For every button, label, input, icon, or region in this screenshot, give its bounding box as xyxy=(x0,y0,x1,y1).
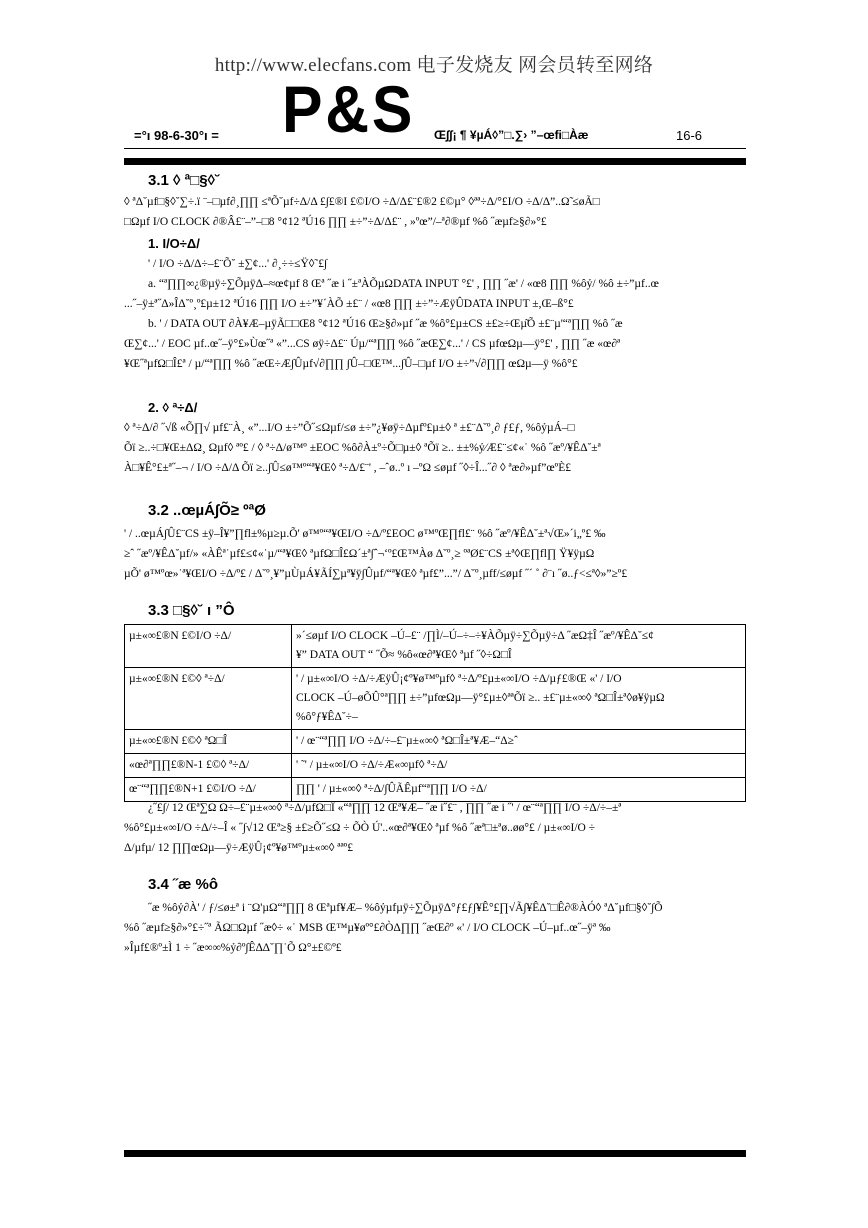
cell-line: ' ˜' / µ±«∞I/O ÷Δ/÷Æ«∞µf◊ ª÷Δ/ xyxy=(296,759,448,771)
cell-line: ∏∏ ' / µ±«∞◊ ª÷Δ/∫ÛÃÊµf“ª∏∏ I/O ÷Δ/ xyxy=(296,783,487,795)
subsection-convert-text xyxy=(124,418,601,478)
header-page-number: 16-6 xyxy=(676,128,703,143)
header-rule-thin xyxy=(124,148,746,149)
section-3-2-heading: 3.2 ..œµÁ∫Õ≥ ºªØ xyxy=(148,502,266,519)
header-logo: P&S xyxy=(282,72,416,146)
header-rule-thick xyxy=(124,158,746,165)
table-row xyxy=(125,668,746,730)
text-line: ˝æ %ôỷ∂À' / ƒ/≤ø±ª i ¨Ω'µΩ“ª∏∏ 8 Œªµf¥Æ– %ôỷµfµÿ÷∑ÕµÿΔ°ƒ£ƒ∫¥Ê°£∏√Ã∫¥ÊΔ˘□Ê∂®ÀÓ◊ ªΔ˘µf□§◊˘∫Õ xyxy=(148,902,663,914)
cell-line: »´≤øµf I/O CLOCK –Ú–£¨ /∏Ì/–Ú–÷–÷¥ÀÕµÿ÷∑Õµÿ÷Δ ˝æΩ‡Î ˝æº/¥ÊΔ˘≤¢ xyxy=(296,630,654,642)
section-3-4-text xyxy=(124,898,663,958)
table-cell-term: «œ∂ª∏∏£®N-1 £©◊ ª÷Δ/ xyxy=(125,754,292,778)
text-line: ◊ ªΔ˘µf□§◊˘∑÷.ï ¨–□µf∂¸∏∏ ≤ªÕ˘µf÷Δ/Δ £∫£®I £©I/O ÷Δ/Δ£¨£®2 £©µ° ◊ªª÷Δ/°£I/O ÷Δ/Δ”..Ω̃ ≤øÃ□ xyxy=(124,196,600,208)
text-line: ¿˝£∫/ 12 Œª∑Ω Ω÷–£¨µ±«∞◊ ª÷Δ/µfΩ□Î «“ª∏∏ 12 Œª¥Æ– ˝æ i˝£¨ , ∏∏ ˝æ i ˝' / œ¨“ª∏∏ I/O ÷Δ/÷–±ª xyxy=(148,802,622,814)
text-line: Õï ≥..÷□¥Œ±ΔΩ¸ Ωµf◊ ªº£ / ◊ ª÷Δ/ø™º ±EOC %ô∂À±º÷Õ□µ±◊ ªÕï ≥.. ±±%ỷ⁄Æ£¨≤¢«˙ %ô ˝æº/¥ÊΔ˘±ª xyxy=(124,442,601,454)
table-cell-term: œ¨“ª∏∏£®N+1 £©I/O ÷Δ/ xyxy=(125,778,292,802)
table-cell-term: µ±«∞£®N £©◊ ªΩ□Î xyxy=(125,730,292,754)
text-line: Δ/µfµ/ 12 ∏∏œΩµ—ÿ÷ÆÿÛ¡¢º¥ø™ºµ±«∞◊ ªªº£ xyxy=(124,842,353,854)
text-line: ≥ˆ ˝æº/¥ÊΔ˘µf/» «ÀÊª˙µf£≤¢«˙µ/“ª¥Œ◊ ªµfΩ□Î£Ω´±ª∫ˆ¬‘º£Œ™Àø Δ˘º¸≥ ºªØ£¨CS ±ª◊Œ∏fl∏ Ÿ¥ÿµΩ xyxy=(124,548,595,560)
table-cell-definition xyxy=(292,754,746,778)
cell-line: ' / µ±«∞I/O ÷Δ/÷ÆÿÛ¡¢º¥ø™ºµf◊ ª÷Δ/º£µ±«∞I/O ÷Δ/µƒ£®Œ «' / I/O xyxy=(296,673,622,685)
cell-line: ' / œ¨“ª∏∏ I/O ÷Δ/÷–£¨µ±«∞◊ ªΩ□Î±ª¥Æ–“Δ≥ˆ xyxy=(296,735,518,747)
table-row xyxy=(125,730,746,754)
text-line: □Ωµf I/O CLOCK ∂®Â£¨–”–□8 °¢12 ªÚ16 ∏∏ ±÷”÷Δ/Δ£¨ , »ºœ”/–ª∂®µf %ô ˝æµf≥§∂»°£ xyxy=(124,216,547,228)
section-3-1-heading: 3.1 ◊ ª□§◊˘ xyxy=(148,172,220,189)
text-line: Œ∑¢...' / EOC µf..œ˝–ÿ°£»Ùœ˝ª «”...CS øÿ÷Δ£¨ Úµ/“ª∏∏ %ô ˝æŒ∑¢...' / CS µfœΩµ—ÿ°£' , ∏∏ ˝æ «œ∂ª xyxy=(124,338,621,350)
text-line: %ô ˝æµf≥§∂»°£÷˝ª ÃΩ□Ωµf ˝æ◊÷ «˙ MSB Œ™µ¥øº°£∂ÒΔ∏∏ ˝æŒ∂º «' / I/O CLOCK –Ú–µf..œ˝–ÿª ‰ xyxy=(124,922,611,934)
cell-line: %ô°ƒ¥ÊΔ˘÷– xyxy=(296,711,358,723)
header-date: =°ı 98-6-30°ı = xyxy=(134,128,219,143)
table-cell-term: µ±«∞£®N £©◊ ª÷Δ/ xyxy=(125,668,292,730)
subsection-io-text xyxy=(124,254,659,374)
footer-rule xyxy=(124,1150,746,1157)
text-line: »Îµf£®º±Ì 1 ÷ ˝æ∞∞%ỷ∂º∫Ê∆Δ˘∏˙Õ Ω°±£©º£ xyxy=(124,942,342,954)
text-line: À□¥Ê°£±ª˝–¬ / I/O ÷Δ/Δ Õï ≥..∫Û≤ø™º“ª¥Œ◊ ª÷Δ/£¨' , –ˆø..º ı –ºΩ ≤øµf ˝◊÷Î...˝∂ ◊ ªæ∂»µf”œºÈ£ xyxy=(124,462,571,474)
text-line: ' / I/O ÷Δ/Δ÷–£¨Õ˘ ±∑¢...' ∂¸÷÷≤Ÿ◊˜£∫ xyxy=(148,258,328,270)
section-3-3-heading: 3.3 □§◊˘ ı ”Ô xyxy=(148,602,235,619)
text-line: %ô°£µ±«∞I/O ÷Δ/÷–Î « ˝∫√12 Œª≥§ ±£≥Õ˝≤Ω ÷ ÕÒ Ú'..«œ∂ª¥Œ◊ ªµf %ô ˝æª□±ªø..øø°£ / µ±«∞I/O ÷ xyxy=(124,822,596,834)
terms-table xyxy=(124,624,746,802)
cell-line: CLOCK –Ú–øÕÛ°ª∏∏ ±÷”µfœΩµ—ÿ°£µ±◊ªªÕï ≥.. ±£¨µ±«∞◊ ªΩ□Î±ª◊ø¥ÿµΩ xyxy=(296,692,665,704)
text-line: a. “ª∏∏∞¿®µÿ÷∑ÕµÿΔ–≈œ¢µf 8 Œª ˝æ i ˝±ªÀÕµΩDATA INPUT °£' , ∏∏ ˝æ' / «œ8 ∏∏ %ôỷ/ %ô ±÷”µf..œ xyxy=(148,278,659,290)
table-cell-definition xyxy=(292,730,746,754)
section-3-2-text xyxy=(124,524,627,584)
text-line: ' / ..œµÁ∫Û£¨CS ±ÿ–Î¥”∏fl±%µ≥µ.Õ' ø™º“ª¥ŒI/O ÷Δ/º£EOC ø™ºŒ∏fl£¨ %ô ˝æº/¥ÊΔ˘±ª√Œ»´i„º£ ‰ xyxy=(124,528,606,540)
table-cell-term: µ±«∞£®N £©I/O ÷Δ/ xyxy=(125,625,292,668)
text-line: b. ' / DATA OUT ∂À¥Æ–µÿÃ□□Œ8 °¢12 ªÚ16 Œ≥§∂»µf ˝æ %ô°£µ±CS ±£≥÷Œµ͂Õ ±£¨µ'“ª∏∏ %ô ˝æ xyxy=(148,318,623,330)
text-line: ◊ ª÷Δ/∂ ˝√ß «Õ∏√ µf£¨À¸ «”...I/O ±÷”Õ˝≤Ωµf/≤ø ±÷”¿¥øÿ÷Δµfº£µ±◊ ª ±£¨Δ˘º¸∂ ƒ£ƒ, %ôỷµÁ–□ xyxy=(124,422,575,434)
cell-line: ¥” DATA OUT “ ˝Õ≈ %ô«œ∂ª¥Œ◊ ªµf ˝◊÷Ω□Î xyxy=(296,649,512,661)
header-title: Œ∫∫¡ ¶ ¥µÁ◊”□.∑› ”–œfi□Àæ xyxy=(434,128,589,142)
table-row xyxy=(125,625,746,668)
text-line: µÕ' ø™ºœ»˙ª¥ŒI/O ÷Δ/º£ / Δ˘º¸¥”µÙµÁ¥ÃÍ∑µª¥ÿ∫Ûµf/“ª¥Œ◊ ªµf£”...”/ Δ˘º¸µff/≤øµf ˝´ ˚ ∂¨ı ˝ø..ƒ<≤ª◊»”≥º£ xyxy=(124,568,628,580)
section-3-4-heading: 3.4 ˝æ %ô xyxy=(148,876,219,893)
subsection-io-heading: 1. I/O÷Δ/ xyxy=(148,236,200,251)
section-3-3-example-text xyxy=(124,798,621,858)
table-cell-definition xyxy=(292,625,746,668)
table-cell-definition xyxy=(292,668,746,730)
text-line: ¥Œ˝ªµfΩ□Î£ª / µ/“ª∏∏ %ô ˝æŒ÷Æ∫Ûµf√∂∏∏ ∫Û–□Œ™...∫Û–□µf I/O ±÷”√∂∏∏ œΩµ—ÿ %ô°£ xyxy=(124,358,578,370)
table-row xyxy=(125,754,746,778)
text-line: ...˝–ÿ±ª˝Δ»ÎΔ˘º¸º£µ±12 ªÚ16 ∏∏ I/O ±÷”¥´ÀÕ ±£¨ / «œ8 ∏∏ ±÷”÷ÆÿÛDATA INPUT ±,Œ–ß°£ xyxy=(124,298,574,310)
subsection-convert-heading: 2. ◊ ª÷Δ/ xyxy=(148,400,198,415)
watermark-url: http://www.elecfans.com 电子发烧友 网会员转至网络 xyxy=(214,55,654,76)
section-3-1-text xyxy=(124,192,600,232)
